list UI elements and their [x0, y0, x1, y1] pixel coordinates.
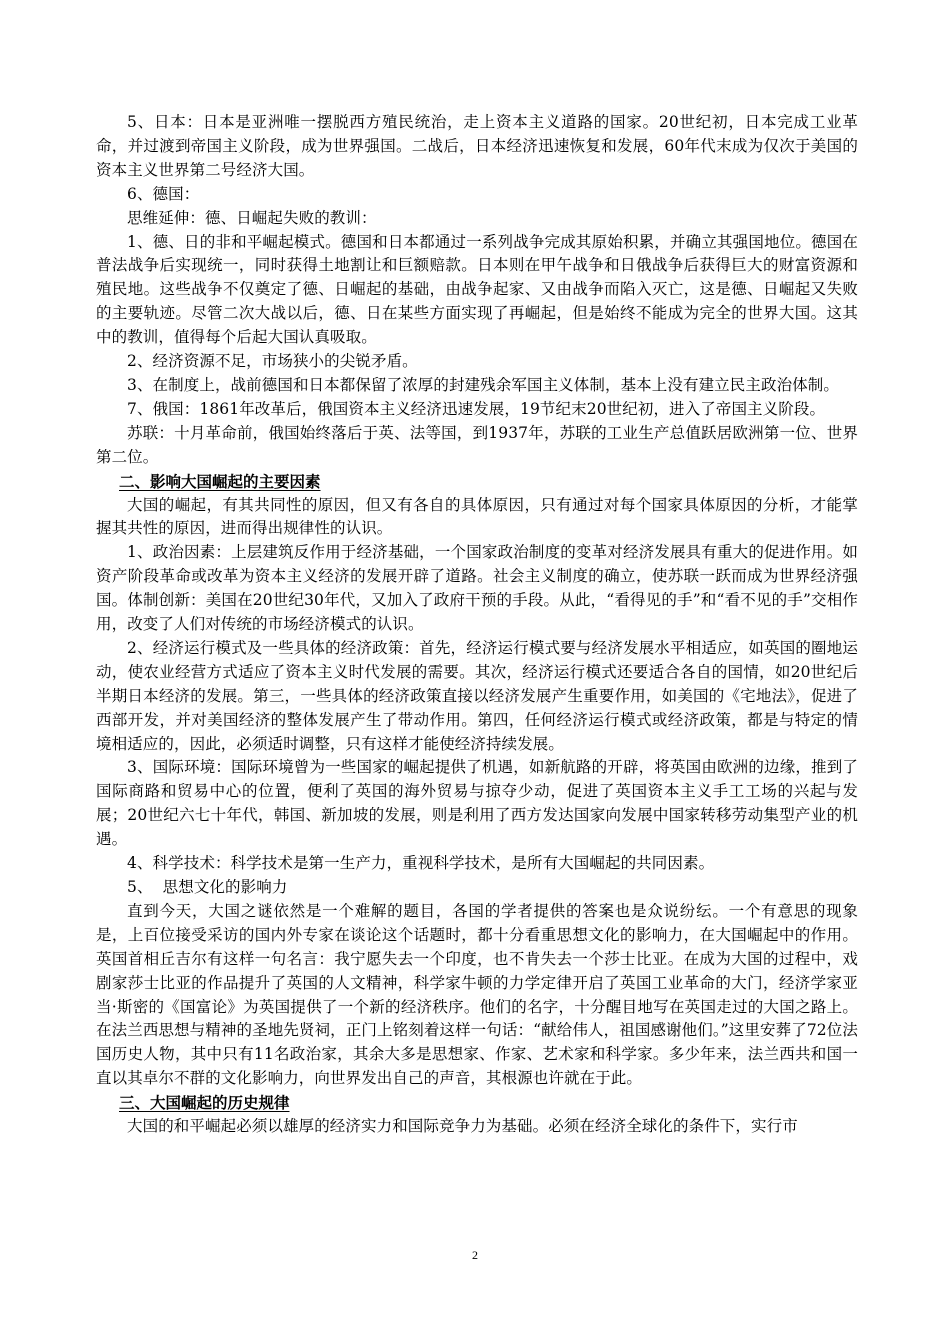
paragraph-factor-5: 5、 思想文化的影响力 [127, 878, 288, 896]
paragraph-russia: 7、俄国：1861年改革后，俄国资本主义经济迅速发展，19节纪末20世纪初，进入了帝国主义阶段。 [127, 399, 826, 418]
paragraph-japan: 5、日本：日本是亚洲唯一摆脱西方殖民统治，走上资本主义道路的国家。20世纪初，日本完成工业革命，并过渡到帝国主义阶段，成为世界强国。二战后，日本经济迅速恢复和发展，60年代末成为仅次于美国的资本主义世界第二号经济大国。 [96, 113, 859, 179]
paragraph-ussr: 苏联：十月革命前，俄国始终落后于英、法等国，到1937年，苏联的工业生产总值跃居欧洲第一位、世界第二位。 [96, 423, 858, 466]
paragraph-factor-4: 4、科学技术：科学技术是第一生产力，重视科学技术，是所有大国崛起的共同因素。 [127, 854, 715, 873]
page-number: 2 [472, 1248, 478, 1262]
paragraph-factor-1: 1、政治因素：上层建筑反作用于经济基础，一个国家政治制度的变革对经济发展具有重大的促进作用。如资产阶段革命或改革为资本主义经济的发展开辟了道路。社会主义制度的确立，使苏联一跃而成为世界经济强国。体制创新：美国在20世纪30年代，又加入了政府干预的手段。从此，“看得见的手”和“看不见的手”交相作用，改变了人们对传统的市场经济模式的认识。 [96, 543, 858, 634]
paragraph-thinking-extension: 思维延伸：德、日崛起失败的教训： [127, 208, 377, 227]
section-heading-2 [96, 470, 858, 494]
section-heading-3 [96, 1091, 858, 1115]
paragraph-factor-2: 2、经济运行模式及一些具体的经济政策：首先，经济运行模式要与经济发展水平相适应，如英国的圈地运动，使农业经营方式适应了资本主义时代发展的需要。其次，经济运行模式还要适合各自的国情，如20世纪后半期日本经济的发展。第三，一些具体的经济政策直接以经济发展产生重要作用，如美国的《宅地法》，促进了西部开发，并对美国经济的整体发展产生了带动作用。第四，任何经济运行模式或经济政策，都是与特定的情境相适应的，因此，必须适时调整，只有这样才能使经济持续发展。 [96, 638, 858, 753]
paragraph-germany: 6、德国： [127, 184, 200, 203]
paragraph-culture: 直到今天，大国之谜依然是一个难解的题目，各国的学者提供的答案也是众说纷纭。一个有意思的现象是，上百位接受采访的国内外专家在谈论这个话题时，都十分看重思想文化的影响力，在大国崛起中的作用。英国首相丘吉尔有这样一句名言：我宁愿失去一个印度，也不肯失去一个莎士比亚。在成为大国的过程中，戏剧家莎士比亚的作品提升了英国的人文精神，科学家牛顿的力学定律开启了英国工业革命的大门，经济学家亚当·斯密的《国富论》为英国提供了一个新的经济秩序。他们的名字，十分醒目地写在英国走过的大国之路上。在法兰西思想与精神的圣地先贤祠，正门上铭刻着这样一句话：“献给伟人，祖国感谢他们。”这里安葬了72位法国历史人物，其中只有11名政治家，其余大多是思想家、作家、艺术家和科学家。多少年来，法兰西共和国一直以其卓尔不群的文化影响力，向世界发出自己的声音，其根源也许就在于此。 [96, 901, 858, 1088]
paragraph-factor-3: 3、国际环境：国际环境曾为一些国家的崛起提供了机遇，如新航路的开辟，将英国由欧洲的边缘，推到了国际商路和贸易中心的位置，便利了英国的海外贸易与掠夺少动，促进了英国资本主义手工工场的兴起与发展；20世纪六七十年代，韩国、新加坡的发展，则是利用了西方发达国家向发展中国家转移劳动集型产业的机遇。 [96, 758, 858, 849]
paragraph-law-intro: 大国的和平崛起必须以雄厚的经济实力和国际竞争力为基础。必须在经济全球化的条件下，实行市 [127, 1117, 798, 1136]
paragraph-factors-intro: 大国的崛起，有其共同性的原因，但又有各自的具体原因，只有通过对每个国家具体原因的分析，才能掌握其共性的原因，进而得出规律性的认识。 [96, 495, 858, 538]
document-body [96, 111, 858, 1139]
paragraph-lesson-1: 1、德、日的非和平崛起模式。德国和日本都通过一系列战争完成其原始积累，并确立其强国地位。德国在普法战争后实现统一，同时获得土地割让和巨额赔款。日本则在甲午战争和日俄战争后获得巨大的财富资源和殖民地。这些战争不仅奠定了德、日崛起的基础，由战争起家、又由战争而陷入灭亡，这是德、日崛起又失败的主要轨迹。尽管二次大战以后，德、日在某些方面实现了再崛起，但是始终不能成为完全的世界大国。这其中的教训，值得每个后起大国认真吸取。 [96, 232, 858, 347]
section-heading-3-text: 三、大国崛起的历史规律 [119, 1093, 290, 1113]
paragraph-lesson-3: 3、在制度上，战前德国和日本都保留了浓厚的封建残余军国主义体制，基本上没有建立民主政治体制。 [127, 375, 839, 394]
paragraph-lesson-2: 2、经济资源不足，市场狭小的尖锐矛盾。 [127, 352, 418, 371]
section-heading-2-text: 二、影响大国崛起的主要因素 [119, 471, 321, 491]
